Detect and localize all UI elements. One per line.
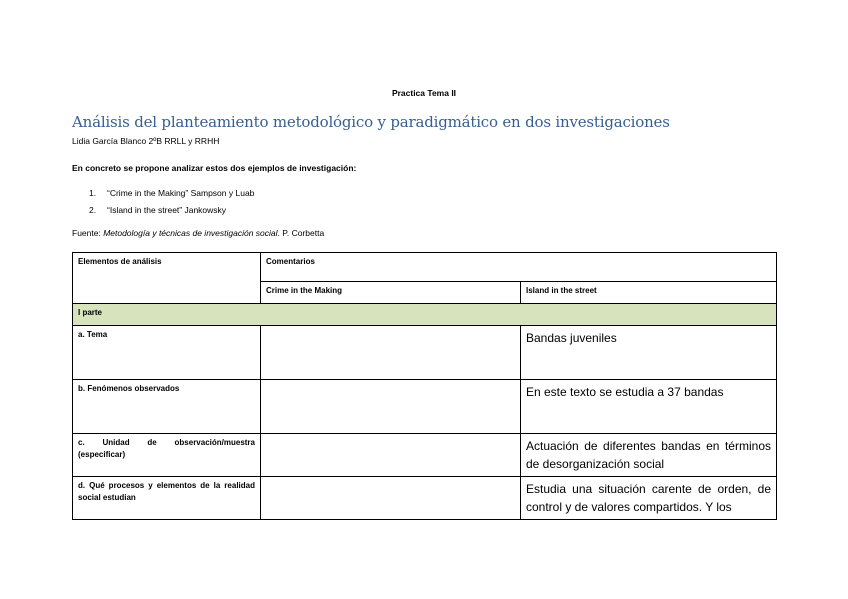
cell-island: Actuación de diferentes bandas en términos de desorganización social <box>521 434 777 477</box>
list-number: 1. <box>89 188 97 198</box>
study-list <box>89 185 254 219</box>
cell-island: Bandas juveniles <box>521 326 777 380</box>
table-row <box>73 380 777 434</box>
cell-crime <box>261 477 521 520</box>
table-row <box>73 434 777 477</box>
study-title: “Island in the street” Jankowsky <box>107 205 227 215</box>
row-label: d. Qué procesos y elementos de la realidad social estudian <box>73 477 261 520</box>
source-book: Metodología y técnicas de investigación social <box>103 228 278 238</box>
intro-text: En concreto se propone analizar estos dos ejemplos de investigación: <box>72 163 357 173</box>
cell-crime <box>261 326 521 380</box>
row-label: c. Unidad de observación/muestra (especificar) <box>73 434 261 477</box>
analysis-table <box>72 252 777 520</box>
table-row <box>73 477 777 520</box>
table-row <box>73 326 777 380</box>
document-heading: Análisis del planteamiento metodológico y paradigmático en dos investigaciones <box>72 113 670 131</box>
list-item <box>89 202 254 219</box>
row-label: b. Fenómenos observados <box>73 380 261 434</box>
study-title: “Crime in the Making” Sampson y Luab <box>107 188 255 198</box>
table-header-row <box>73 253 777 282</box>
section-row <box>73 304 777 326</box>
source-author: . P. Corbetta <box>277 228 325 238</box>
section-label: I parte <box>73 304 777 326</box>
row-label: a. Tema <box>73 326 261 380</box>
cell-island: Estudia una situación carente de orden, de control y de valores compartidos. Y los <box>521 477 777 520</box>
document-title: Practica Tema II <box>391 88 457 98</box>
header-elements: Elementos de análisis <box>73 253 261 304</box>
header-comments: Comentarios <box>261 253 777 282</box>
cell-crime <box>261 434 521 477</box>
cell-crime <box>261 380 521 434</box>
header-island: Island in the street <box>521 282 777 304</box>
cell-island: En este texto se estudia a 37 bandas <box>521 380 777 434</box>
source-line <box>72 228 324 238</box>
source-label: Fuente: <box>72 228 104 238</box>
author-line: Lidia García Blanco 2ºB RRLL y RRHH <box>72 136 220 146</box>
list-number: 2. <box>89 205 97 215</box>
header-crime: Crime in the Making <box>261 282 521 304</box>
list-item <box>89 185 254 202</box>
